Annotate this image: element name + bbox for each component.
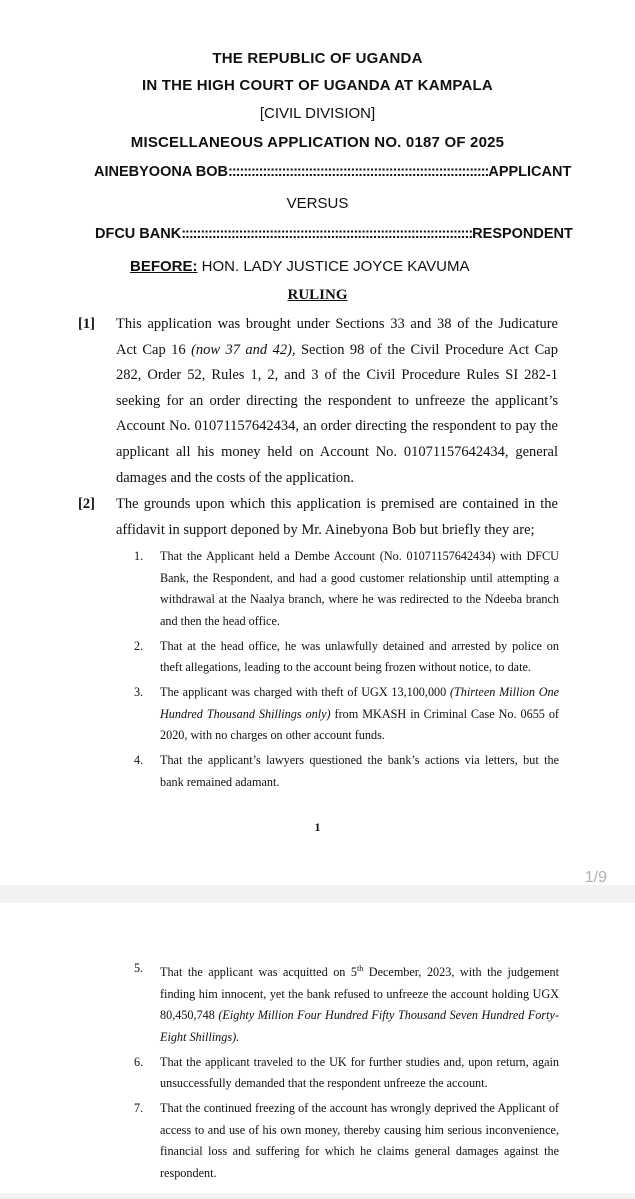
list-item [134, 546, 559, 632]
document-page-2 [0, 903, 635, 1193]
item-number: 4. [134, 752, 144, 767]
item-number: 5. [134, 961, 144, 975]
page-indicator: 1/9 [584, 869, 607, 885]
before-label: BEFORE: [130, 258, 198, 275]
respondent-line [95, 226, 573, 242]
paragraph-1 [116, 312, 558, 491]
item-text: That the continued freezing of the account has wrongly deprived the Applicant of access to and use of his own money, thereby causing him serious inconvenience, financial loss and suffering for which he claims general damages against the respondent. [160, 1101, 559, 1180]
item-text: The applicant was charged with theft of UGX 13,100,000 [160, 684, 450, 699]
country-heading: THE REPUBLIC OF UGANDA [212, 50, 423, 67]
judge-name: HON. LADY JUSTICE JOYCE KAVUMA [201, 258, 470, 275]
paragraph-1-italic: (now 37 and 42), [191, 341, 296, 358]
ruling-title: RULING [287, 287, 348, 303]
list-item [134, 682, 559, 747]
paragraph-number: [1] [78, 316, 95, 332]
paragraph-2: The grounds upon which this application is premised are contained in the affidavit in support deponed by Mr. Ainebyona Bob but briefly they are; [116, 496, 558, 538]
item-text: That the Applicant held a Dembe Account (No. 01071157642434) with DFCU Bank, the Respondent, and had a good customer relationship until attempting a withdrawal at the Naalya branch, where he was redirected to the Ndeeba branch and then the head office. [160, 549, 559, 628]
respondent-separator: :::::::::::::::::::::::::::::::::::::::::::::::::::::::::::::::::::::::::::: [181, 226, 473, 242]
item-text: That the applicant was acquitted on 5 [160, 965, 358, 980]
item-text-italic: (Thirteen Million One Hundred Thousand Shillings only) [160, 684, 559, 721]
applicant-role: APPLICANT [488, 164, 572, 180]
before-line [130, 258, 470, 275]
item-text: That at the head office, he was unlawfully detained and arrested by police on theft allegations, leading to the account being frozen without notice, to date. [160, 638, 559, 675]
applicant-line [94, 164, 571, 180]
list-item [134, 750, 559, 793]
item-text: That the applicant’s lawyers questioned the bank’s actions via letters, but the bank remained adamant. [160, 752, 559, 789]
item-text-italic: (Eighty Million Four Hundred Fifty Thousand Seven Hundred Forty-Eight Shillings). [160, 1008, 560, 1044]
item-number: 3. [134, 684, 144, 699]
versus-label: VERSUS [286, 195, 349, 212]
list-item [134, 1098, 559, 1184]
applicant-name: AINEBYOONA BOB [94, 164, 228, 180]
respondent-name: DFCU BANK [95, 226, 182, 242]
application-number: MISCELLANEOUS APPLICATION NO. 0187 OF 2025 [130, 134, 505, 151]
paragraph-1-text-cont: Section 98 of the Civil Procedure Act Cap 282, Order 52, Rules 1, 2, and 3 of the Civil Procedure Rules SI 282-1 seeking for an order directing the respondent to unfreeze the applicant’s Account No. 01071157642434, an order directing the respondent to pay the applicant all his money held on Account No. 01071157642434, general damages and the costs of the application. [116, 341, 558, 486]
item-text-cont: from MKASH in Criminal Case No. 0655 of 2020, with no charges on other account funds. [160, 706, 559, 743]
item-number: 2. [134, 638, 144, 653]
paragraph-1-text: This application was brought under Sections 33 and 38 of the Judicature Act Cap 16 [116, 316, 558, 358]
list-item [134, 1052, 559, 1095]
item-superscript: th [357, 964, 364, 973]
paragraph-number: [2] [78, 496, 95, 512]
item-text-cont: December, 2023, with the judgement finding him innocent, yet the bank refused to unfreeze the account holding UGX 80,450,748 [160, 965, 559, 1023]
respondent-role: RESPONDENT [472, 226, 573, 242]
division-heading: [CIVIL DIVISION] [259, 105, 376, 122]
court-heading: IN THE HIGH COURT OF UGANDA AT KAMPALA [142, 77, 493, 94]
page-number: 1 [314, 820, 321, 834]
list-item [134, 636, 559, 679]
applicant-separator: :::::::::::::::::::::::::::::::::::::::::::::::::::::::::::::::::::: [228, 164, 489, 180]
item-number: 1. [134, 549, 144, 563]
grounds-list-continued [134, 958, 559, 1188]
item-number: 7. [134, 1101, 144, 1115]
item-text: That the applicant traveled to the UK for further studies and, upon return, again unsuccessfully demanded that the respondent unfreeze the account. [160, 1054, 559, 1091]
list-item [134, 958, 559, 1048]
item-number: 6. [134, 1054, 144, 1069]
grounds-list [134, 546, 559, 796]
